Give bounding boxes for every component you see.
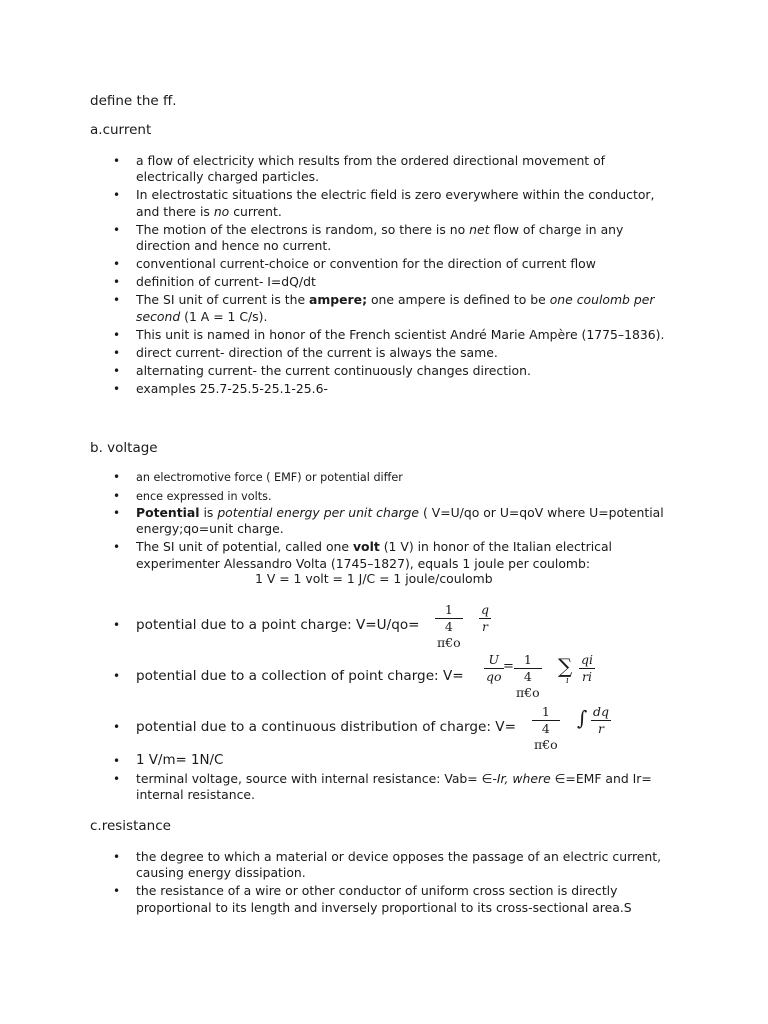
bullet-icon: • <box>113 293 121 308</box>
list-item: • This unit is named in honor of the French scientist André Marie Ampère (1775–1836). <box>113 326 665 342</box>
list-item: • alternating current- the current continuously changes direction. <box>113 362 531 378</box>
bullet-icon: • <box>113 884 121 899</box>
bullet-icon: • <box>113 850 121 864</box>
list-item: • In electrostatic situations the electric field is zero everywhere within the conductor, and there is no current. <box>113 187 655 219</box>
list-item: • 1 V/m= 1N/C <box>113 753 224 768</box>
list-item: • definition of current- I=dQ/dt <box>113 274 316 290</box>
voltage-list-2 <box>0 753 676 805</box>
list-item: • an electromotive force ( EMF) or potential differ <box>113 470 403 484</box>
resistance-list <box>0 849 676 918</box>
integral-icon: ∫ <box>577 706 588 730</box>
bullet-icon: • <box>113 222 121 237</box>
si-unit-line: 1 V = 1 volt = 1 J/C = 1 joule/coulomb <box>255 571 493 586</box>
bullet-icon: • <box>113 540 121 555</box>
list-item: • conventional current-choice or convention for the direction of current flow <box>113 256 596 272</box>
bullet-icon: • <box>113 618 121 632</box>
list-item: • the degree to which a material or device opposes the passage of an electric current, causing energy dissipation. <box>113 849 662 881</box>
sigma-icon: ∑ <box>558 654 573 678</box>
bullet-icon: • <box>113 345 121 360</box>
bullet-icon: • <box>113 188 121 203</box>
document-title: define the ff. <box>90 93 177 109</box>
bullet-icon: • <box>113 275 121 290</box>
list-item: • The SI unit of potential, called one volt (1 V) in honor of the Italian electrical experimenter Alessandro Volta (1745–1827), equals 1 joule per coulomb: <box>113 539 613 571</box>
list-item: • Potential is potential energy per unit charge ( V=U/qo or U=qoV where U=potential energy;qo=unit charge. <box>113 505 664 537</box>
section-heading-current: a.current <box>90 122 152 138</box>
document-page: define the ff. a.current • a flow of electricity which results from the ordered directional movement of electrically charged particles. • In electrostatic situations the electric field is zero everywhere within the conductor, and there is no current. • The motion of the electrons is random, so there is no net flow of charge in any direction and hence no current. • conventional current-choice or convention for the direction of current flow • definition of current- I=dQ/dt • The SI unit of current is the ampere; one ampere is defined to be one coulomb per second (1 A = 1 C/s). • This unit is named in honor of the French scientist André Marie Ampère (1775–1836). • direct current- direction of the current is always the same. • alternating current- the current continuously changes direction. • examples 25.7-25.5-25.1-25.6- b. voltage • an electromotive force ( EMF) or potential differ • ence expressed in volts. • Potential is potential energy per unit charge ( V=U/qo or U=qoV where U=potential energy;qo=unit charge. • The SI unit of potential, called one volt (1 V) in honor of the Italian electrical experimenter Alessandro Volta (1745–1827), equals 1 joule per coulomb: 1 V = 1 volt = 1 J/C = 1 joule/coulomb • potential due to a point charge: V=U/qo= $\frac{1}{4 \pi€o}$ $\frac{q}{r}$ • potential due to a collection of point charge: V= $\frac{U}{qo}$ = $\frac{1}{4 \pi€o}$ ∑ i $\frac{qi}{ri}$ • potential due to a continuous distribution of charge: V= $\frac{1}{4 \pi€o}$ ∫ $\frac{dq}{r}$ • 1 V/m= 1N/C • terminal voltage, source with internal resistance: Vab= ∈-Ir, where ∈=EMF and Ir= internal resistance. c.resistance • the degree to which a material or device opposes the passage of an electric current, causing energy dissipation. • the resistance of a wire or other conductor of uniform cross section is directly proportional to its length and inversely proportional to its cross-sectional area.S <box>0 0 768 1024</box>
list-item: • The SI unit of current is the ampere; one ampere is defined to be one coulomb per second (1 A = 1 C/s). <box>113 292 655 324</box>
bullet-icon: • <box>113 488 121 503</box>
bullet-icon: • <box>113 381 121 396</box>
list-item: • examples 25.7-25.5-25.1-25.6- <box>113 380 328 396</box>
bullet-icon: • <box>113 754 121 768</box>
list-item: • the resistance of a wire or other conductor of uniform cross section is directly proportional to its length and inversely proportional to its cross-sectional area.S <box>113 883 632 915</box>
section-heading-voltage: b. voltage <box>90 440 158 456</box>
bullet-icon: • <box>113 363 121 378</box>
list-item: • The motion of the electrons is random, so there is no net flow of charge in any direction and hence no current. <box>113 221 624 254</box>
list-item: • direct current- direction of the current is always the same. <box>113 344 498 360</box>
bullet-icon: • <box>113 772 121 786</box>
list-item: • terminal voltage, source with internal resistance: Vab= ∈-Ir, where ∈=EMF and Ir= internal resistance. <box>113 771 652 803</box>
bullet-icon: • <box>113 506 121 520</box>
bullet-icon: • <box>113 669 121 683</box>
voltage-list <box>0 505 676 574</box>
bullet-icon: • <box>113 470 121 484</box>
bullet-icon: • <box>113 327 121 342</box>
bullet-icon: • <box>113 154 121 168</box>
list-item: • ence expressed in volts. <box>113 488 272 503</box>
voltage-small-list <box>0 469 676 506</box>
section-heading-resistance: c.resistance <box>90 818 171 834</box>
current-list <box>0 153 676 399</box>
list-item: • a flow of electricity which results from the ordered directional movement of electrically charged particles. <box>113 153 606 185</box>
bullet-icon: • <box>113 257 121 272</box>
bullet-icon: • <box>113 720 121 734</box>
